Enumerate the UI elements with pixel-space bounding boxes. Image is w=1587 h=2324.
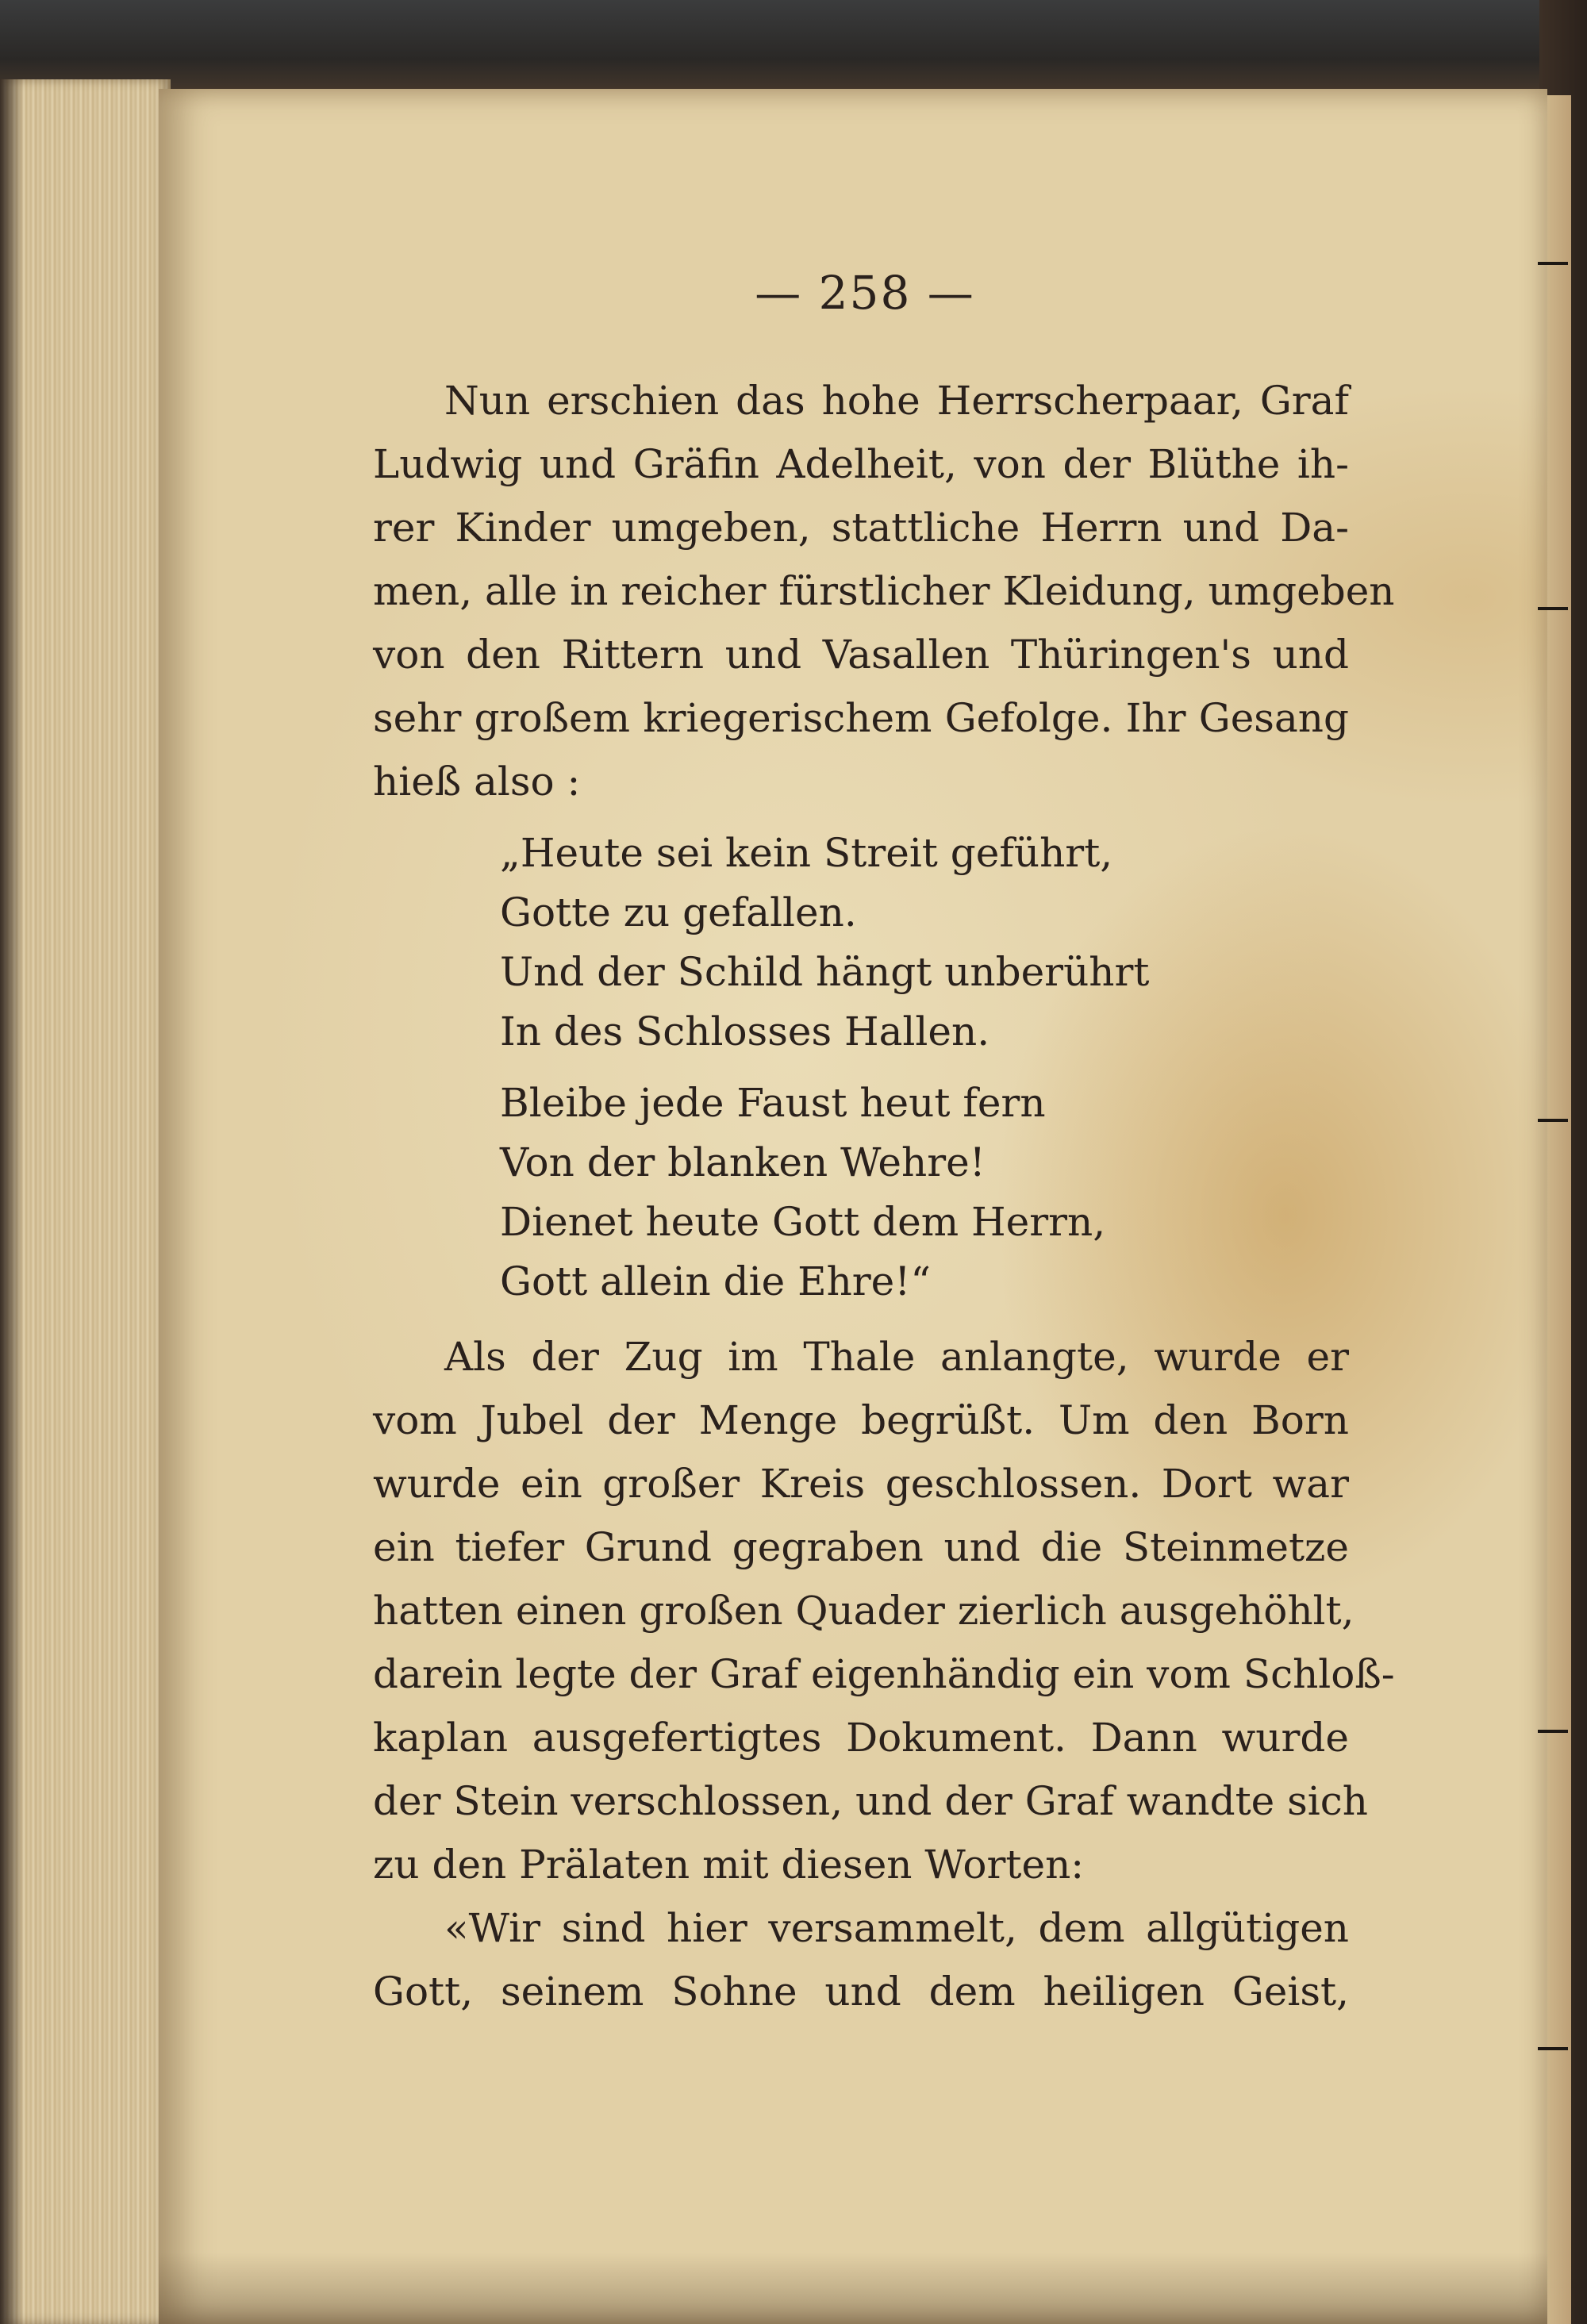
verse-line: Und der Schild hängt unberührt	[500, 949, 1150, 995]
text-line: Nun erschien das hohe Herrscherpaar, Graf	[444, 378, 1349, 424]
text-line: Als der Zug im Thale anlangte, wurde er	[444, 1334, 1349, 1380]
binding-shadow	[0, 79, 24, 2324]
margin-mark	[1538, 2047, 1568, 2050]
page-number: — 258 —	[755, 266, 975, 320]
verse-line: „Heute sei kein Streit geführt,	[500, 830, 1113, 876]
text-line: Gott, seinem Sohne und dem heiligen Geist,	[373, 1969, 1349, 2015]
text-line: ein tiefer Grund gegraben und die Steinmetze	[373, 1524, 1349, 1570]
margin-mark	[1538, 1730, 1568, 1733]
text-line: zu den Prälaten mit diesen Worten:	[373, 1842, 1085, 1888]
text-line: sehr großem kriegerischem Gefolge. Ihr Gesang	[373, 695, 1349, 741]
text-line: hatten einen großen Quader zierlich ausgehöhlt,	[373, 1588, 1355, 1634]
text-line: von den Rittern und Vasallen Thüringen's und	[373, 632, 1349, 678]
margin-mark	[1538, 1119, 1568, 1122]
margin-mark	[1538, 607, 1568, 610]
verse-line: Von der blanken Wehre!	[500, 1139, 986, 1185]
text-line: wurde ein großer Kreis geschlossen. Dort war	[373, 1461, 1349, 1507]
verse-line: Gotte zu gefallen.	[500, 889, 857, 935]
text-line: darein legte der Graf eigenhändig ein vom Schloß-	[373, 1651, 1395, 1697]
verse-line: Dienet heute Gott dem Herrn,	[500, 1199, 1106, 1245]
verse-line: In des Schlosses Hallen.	[500, 1008, 990, 1054]
verse-line: Bleibe jede Faust heut fern	[500, 1080, 1046, 1126]
text-line: rer Kinder umgeben, stattliche Herrn und Da-	[373, 505, 1349, 551]
text-line: «Wir sind hier versammelt, dem allgütigen	[444, 1905, 1349, 1951]
margin-mark	[1538, 262, 1568, 265]
page-bottom-shadow	[159, 2253, 1547, 2324]
facing-page-edge	[1547, 95, 1571, 2324]
text-line: hieß also :	[373, 759, 581, 805]
verse-line: Gott allein die Ehre!“	[500, 1258, 931, 1304]
book-cover-top	[0, 0, 1587, 99]
page-stack-edge	[0, 79, 171, 2324]
text-line: der Stein verschlossen, und der Graf wandte sich	[373, 1778, 1369, 1824]
text-line: kaplan ausgefertigtes Dokument. Dann wurde	[373, 1715, 1349, 1761]
text-line: Ludwig und Gräfin Adelheit, von der Blüthe ih-	[373, 441, 1349, 487]
text-line: vom Jubel der Menge begrüßt. Um den Born	[373, 1397, 1349, 1443]
text-line: men, alle in reicher fürstlicher Kleidung, umgeben	[373, 568, 1395, 614]
